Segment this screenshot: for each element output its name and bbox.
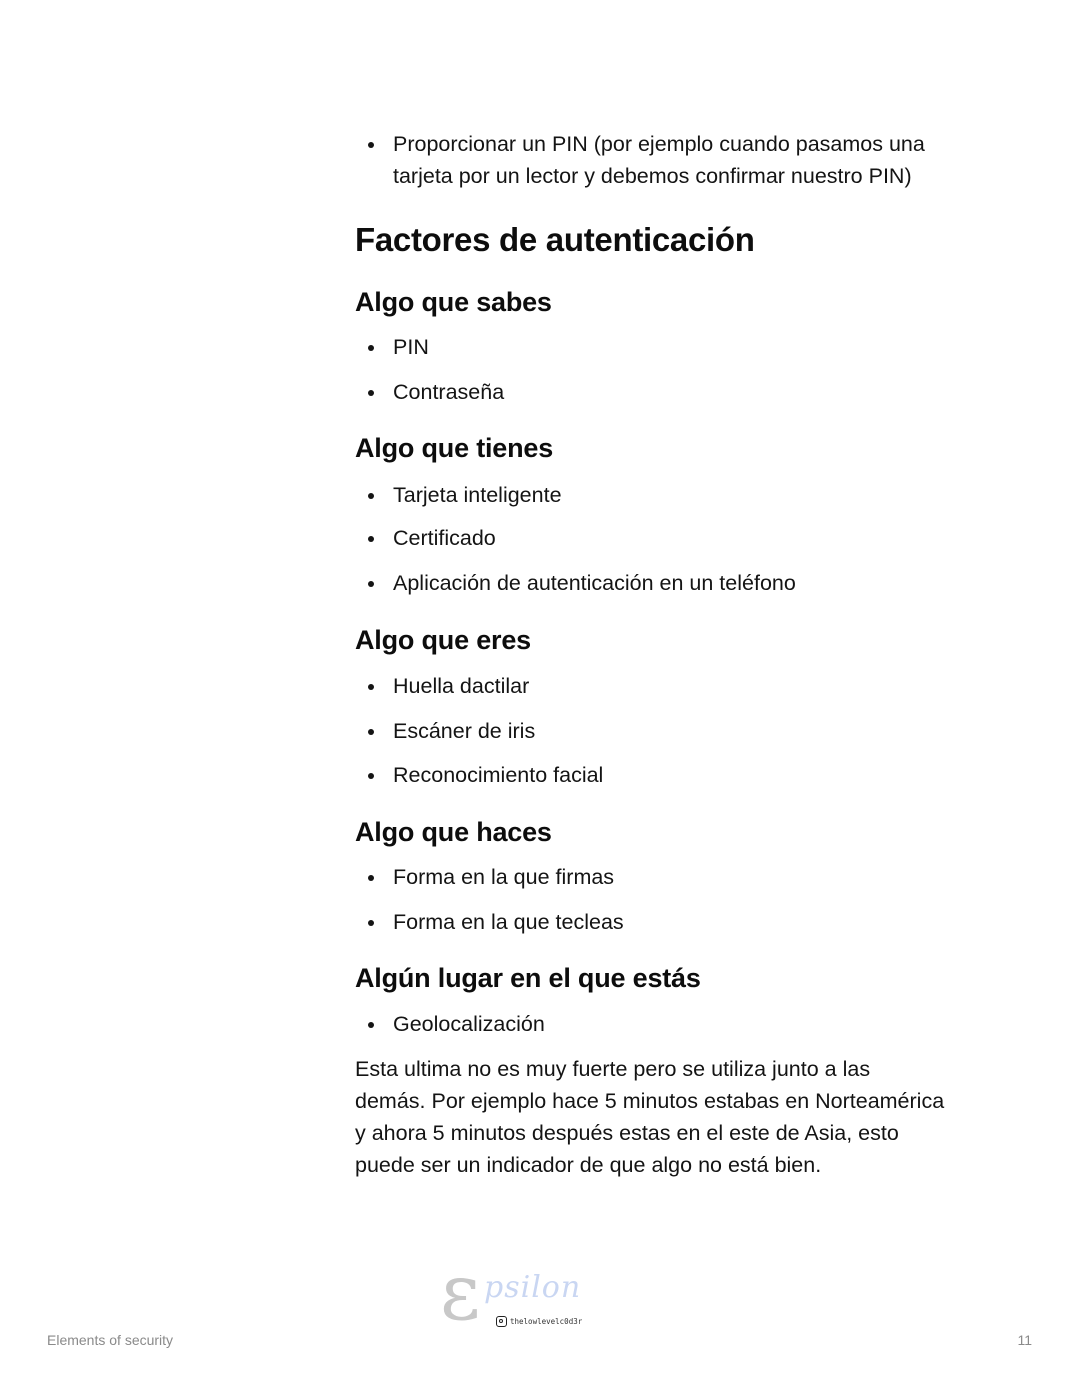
list-item: Certificado xyxy=(355,522,975,554)
list-item: PIN xyxy=(355,331,975,363)
list-item: Proporcionar un PIN (por ejemplo cuando pasamos una tarjeta por un lector y debemos confirmar nuestro PIN) xyxy=(355,128,955,192)
factor-list-do xyxy=(355,861,975,893)
list-item: Reconocimiento facial xyxy=(355,759,975,791)
closing-paragraph: Esta ultima no es muy fuerte pero se utiliza junto a las demás. Por ejemplo hace 5 minutos estabas en Norteamérica y ahora 5 minutos después estas en el este de Asia, esto puede ser un indicador de que algo no está bien. xyxy=(355,1057,945,1177)
factor-list-are-2 xyxy=(355,715,975,747)
instagram-handle xyxy=(496,1316,582,1327)
factor-list-are xyxy=(355,670,975,702)
bullet-icon xyxy=(368,920,374,926)
factor-list-where xyxy=(355,1008,975,1040)
list-item: Geolocalización xyxy=(355,1008,975,1040)
list-item: Escáner de iris xyxy=(355,715,975,747)
bullet-icon xyxy=(368,684,374,690)
list-item: Forma en la que firmas xyxy=(355,861,975,893)
factor-list-know-2 xyxy=(355,376,975,408)
page-number: 11 xyxy=(1017,1332,1032,1348)
bullet-icon xyxy=(368,493,374,499)
factor-heading-know: Algo que sabes xyxy=(355,287,552,317)
instagram-icon xyxy=(496,1316,507,1327)
bullet-icon xyxy=(368,581,374,587)
bullet-icon xyxy=(368,536,374,542)
bullet-icon xyxy=(368,142,374,148)
list-item: Tarjeta inteligente xyxy=(355,479,975,511)
intro-list xyxy=(355,128,955,192)
bullet-icon xyxy=(368,390,374,396)
factor-list-have-2 xyxy=(355,522,975,554)
bullet-icon xyxy=(368,345,374,351)
factor-list-do-2 xyxy=(355,906,975,938)
factor-list-have xyxy=(355,479,975,511)
bullet-icon xyxy=(368,773,374,779)
logo-wordmark: psilon xyxy=(484,1270,582,1305)
list-item: Forma en la que tecleas xyxy=(355,906,975,938)
factor-list-know xyxy=(355,331,975,363)
factor-list-have-3 xyxy=(355,567,975,599)
bullet-icon xyxy=(368,1022,374,1028)
epsilon-initial: ε xyxy=(440,1248,481,1338)
bullet-icon xyxy=(368,729,374,735)
factor-heading-have: Algo que tienes xyxy=(355,433,554,463)
epsilon-logo xyxy=(440,1248,600,1340)
bullet-icon xyxy=(368,875,374,881)
list-item: Contraseña xyxy=(355,376,975,408)
handle-text: thelowlevelc0d3r xyxy=(510,1317,583,1326)
factor-list-are-3 xyxy=(355,759,975,791)
factor-heading-where: Algún lugar en el que estás xyxy=(355,963,701,993)
list-item: Huella dactilar xyxy=(355,670,975,702)
footer-document-title: Elements of security xyxy=(47,1332,174,1348)
factor-heading-are: Algo que eres xyxy=(355,625,531,655)
factor-heading-do: Algo que haces xyxy=(355,817,552,847)
section-title: Factores de autenticación xyxy=(355,221,755,258)
list-item: Aplicación de autenticación en un teléfono xyxy=(355,567,975,599)
